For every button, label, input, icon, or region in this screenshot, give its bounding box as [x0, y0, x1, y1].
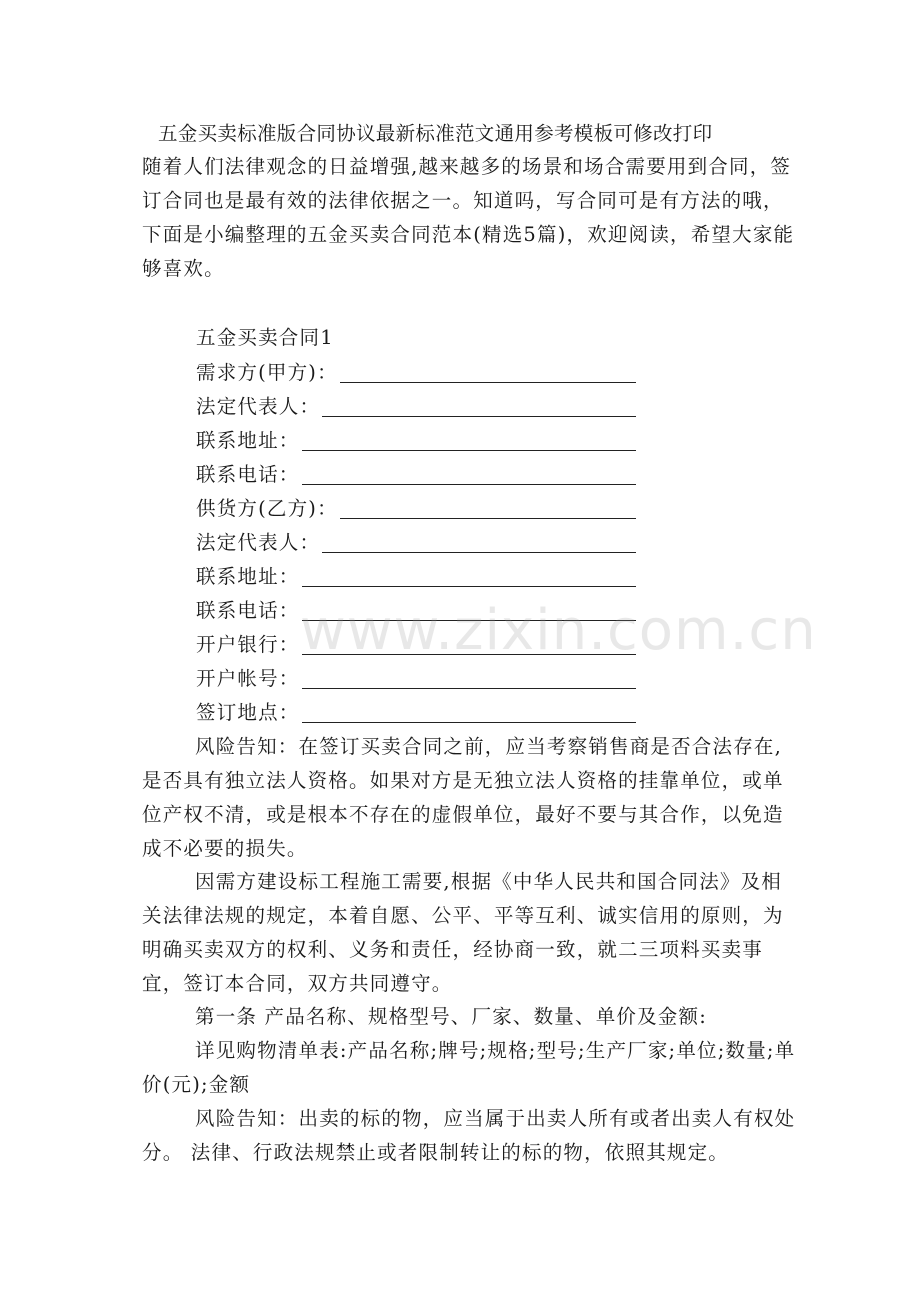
form-field-blank-line — [302, 722, 636, 723]
contract-title: 五金买卖合同1 — [196, 326, 334, 349]
form-field-blank-line — [302, 586, 636, 587]
form-field-blank-line — [340, 518, 636, 519]
document-title: 五金买卖标准版合同协议最新标准范文通用参考模板可修改打印 — [158, 122, 713, 145]
form-field — [196, 492, 338, 526]
form-field-blank-line — [302, 484, 636, 485]
form-field — [196, 696, 300, 730]
form-field-blank-line — [322, 552, 636, 553]
shopping-list-paragraph: 详见购物清单表:产品名称;牌号;规格;型号;生产厂家;单位;数量;单价(元);金额 — [142, 1039, 796, 1096]
form-field-label: 联系电话： — [196, 463, 300, 486]
intro-paragraph: 随着人们法律观念的日益增强,越来越多的场景和场合需要用到合同，签订合同也是最有效的法律依据之一。知道吗，写合同可是有方法的哦，下面是小编整理的五金买卖合同范本(精选5篇)，欢迎阅读，希望大家能够喜欢。 — [142, 155, 795, 280]
form-field-blank-line — [322, 416, 636, 417]
form-field-label: 供货方(乙方)： — [196, 497, 338, 520]
form-field-label: 联系地址： — [196, 565, 300, 588]
form-field-label: 法定代表人： — [196, 395, 321, 418]
form-field-blank-line — [302, 450, 636, 451]
risk-notice-2: 风险告知：出卖的标的物，应当属于出卖人所有或者出卖人有权处分。 法律、行政法规禁止或者限制转让的标的物，依照其规定。 — [142, 1107, 796, 1164]
article-1-heading: 第一条 产品名称、规格型号、厂家、数量、单价及金额: — [195, 1005, 707, 1028]
form-field-label: 签订地点： — [196, 701, 300, 724]
form-field-label: 联系电话： — [196, 599, 300, 622]
form-field — [196, 356, 338, 390]
form-field — [196, 526, 320, 560]
form-field — [196, 424, 300, 458]
preamble-paragraph: 因需方建设标工程施工需要,根据《中华人民共和国合同法》及相关法律法规的规定，本着自愿、公平、平等互利、诚实信用的原则，为明确买卖双方的权利、义务和责任，经协商一致，就二三项料买卖事宜，签订本合同，双方共同遵守。 — [142, 870, 784, 995]
form-field — [196, 594, 300, 628]
form-field-blank-line — [340, 382, 636, 383]
form-field — [196, 662, 300, 696]
watermark: www.zixin.com.cn — [300, 598, 817, 663]
form-field — [196, 458, 300, 492]
form-field — [196, 560, 300, 594]
form-field-label: 法定代表人： — [196, 531, 321, 554]
form-field — [196, 390, 320, 424]
form-field-label: 开户银行： — [196, 633, 300, 656]
risk-notice-1: 风险告知：在签订买卖合同之前，应当考察销售商是否合法存在,是否具有独立法人资格。如果对方是无独立法人资格的挂靠单位，或单位产权不清，或是根本不存在的虚假单位，最好不要与其合作，以免造成不必要的损失。 — [142, 735, 784, 860]
form-field — [196, 628, 300, 662]
form-field-blank-line — [302, 688, 636, 689]
form-field-label: 需求方(甲方)： — [196, 361, 338, 384]
form-field-label: 联系地址： — [196, 429, 300, 452]
form-field-label: 开户帐号： — [196, 667, 300, 690]
